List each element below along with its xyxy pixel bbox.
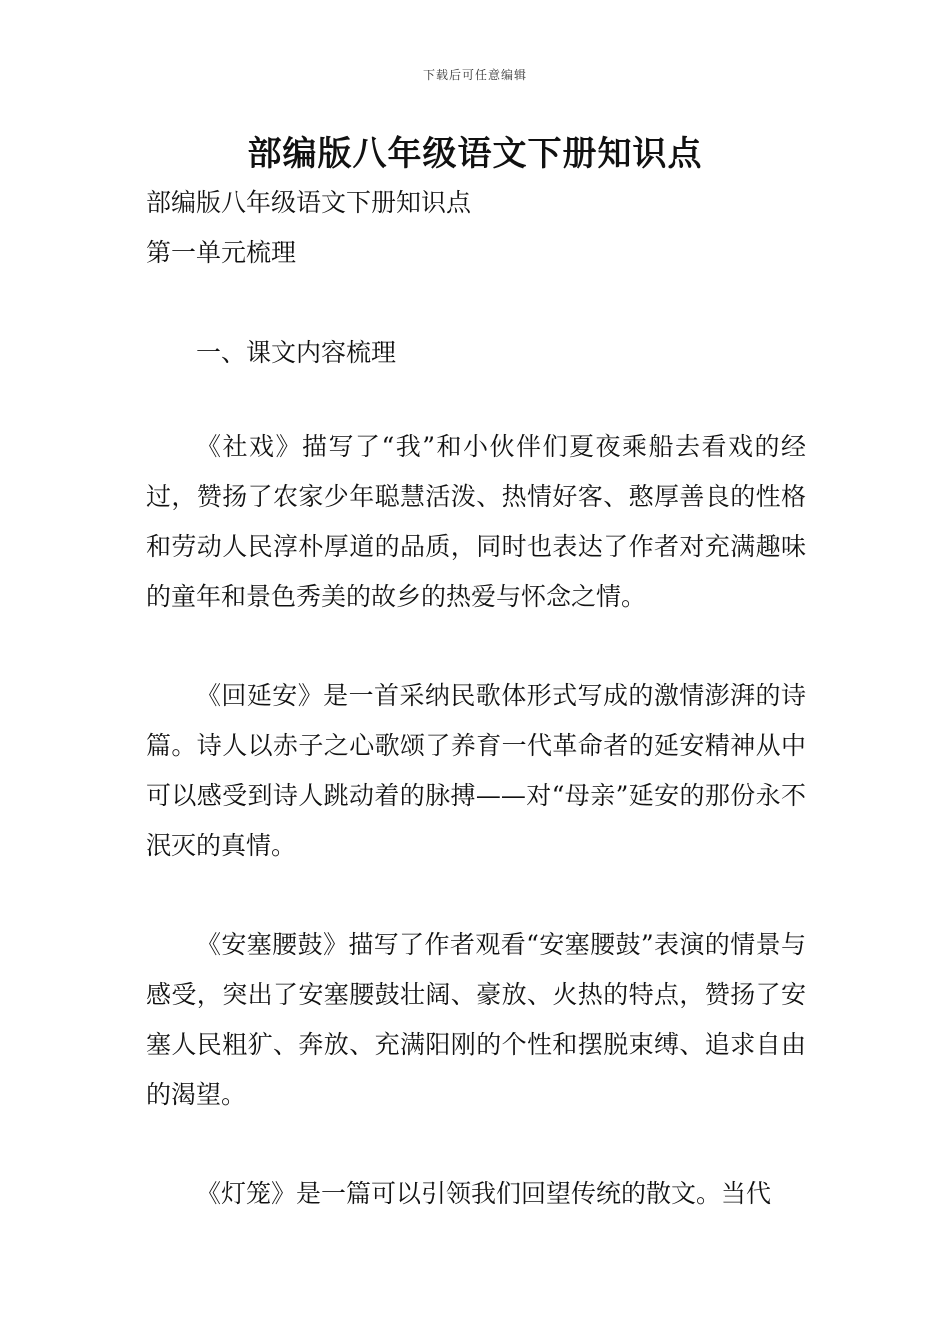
paragraph-denglong: 《灯笼》是一篇可以引领我们回望传统的散文。当代 xyxy=(196,1179,772,1208)
document-subtitle: 部编版八年级语文下册知识点 xyxy=(146,188,472,217)
unit-heading: 第一单元梳理 xyxy=(146,238,297,267)
paragraph-ansaiyaogu: 《安塞腰鼓》描写了作者观看“安塞腰鼓”表演的情景与感受，突出了安塞腰鼓壮阔、豪放、火热的特点，赞扬了安塞人民粗犷、奔放、充满阳刚的个性和摆脱束缚、追求自由的渴望。 xyxy=(146,930,806,1109)
section-heading: 一、课文内容梳理 xyxy=(196,338,397,367)
document-title: 部编版八年级语文下册知识点 xyxy=(247,134,703,174)
header-note: 下载后可任意编辑 xyxy=(422,68,527,82)
paragraph-huiyanan: 《回延安》是一首采纳民歌体形式写成的激情澎湃的诗篇。诗人以赤子之心歌颂了养育一代革命者的延安精神从中可以感受到诗人跳动着的脉搏——对“母亲”延安的那份永不泯灭的真情。 xyxy=(146,681,806,860)
paragraph-shexi: 《社戏》描写了“我”和小伙伴们夏夜乘船去看戏的经过，赞扬了农家少年聪慧活泼、热情好客、憨厚善良的性格和劳动人民淳朴厚道的品质，同时也表达了作者对充满趣味的童年和景色秀美的故乡的热爱与怀念之情。 xyxy=(146,432,806,611)
